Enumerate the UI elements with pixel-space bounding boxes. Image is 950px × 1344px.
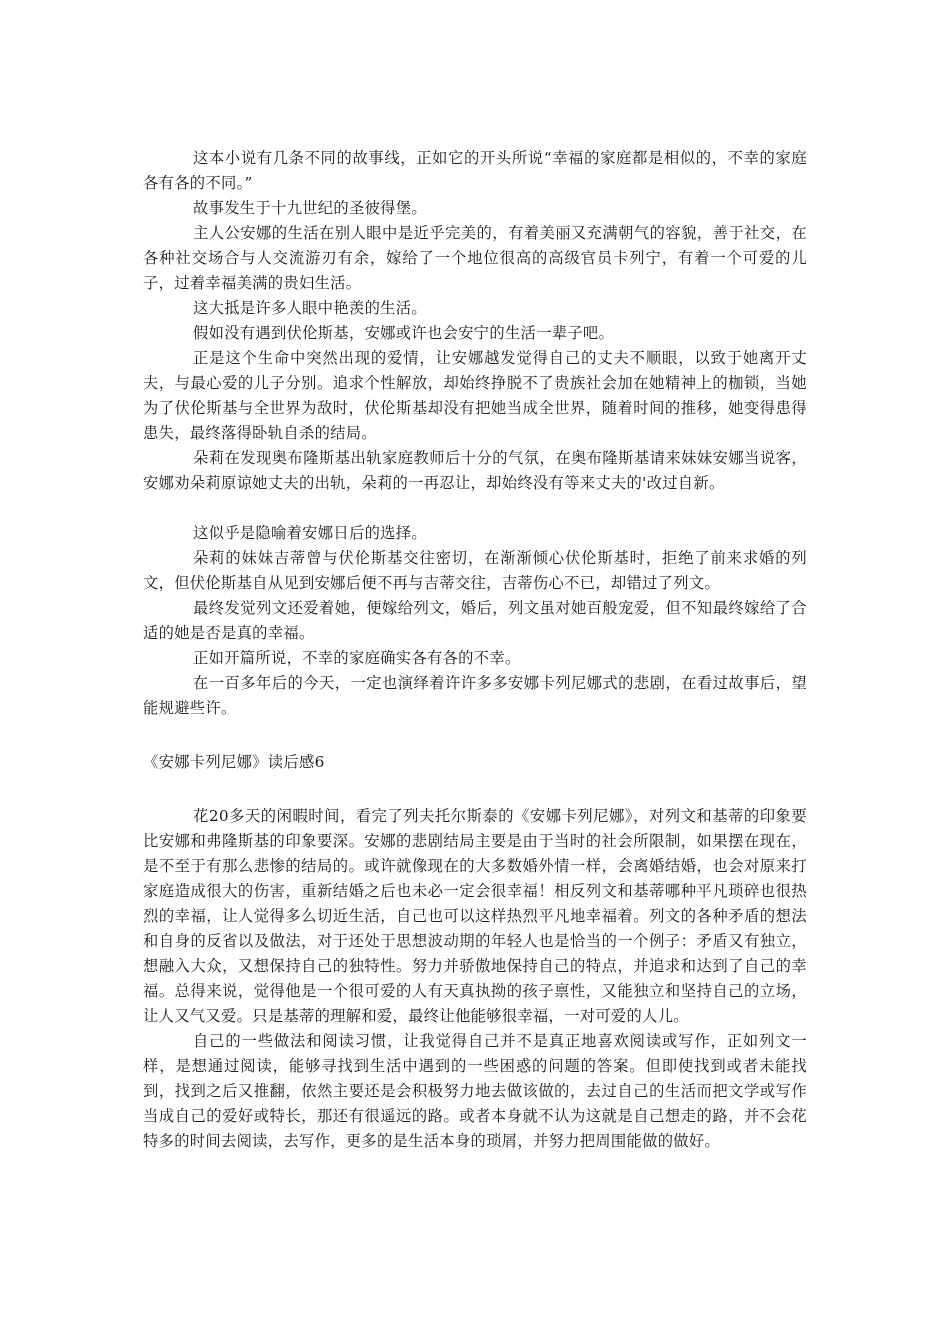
paragraph: 自己的一些做法和阅读习惯，让我觉得自己并不是真正地喜欢阅读或写作，正如列文一样，是想通过阅读，能够寻找到生活中遇到的一些困惑的问题的答案。但即使找到或者未能找到，找到之后又推翻，依然主要还是会积极努力地去做该做的，去过自己的生活而把文学或写作当成自己的爱好或特长，那还有很遥远的路。或者本身就不认为这就是自己想走的路，并不会花特多的时间去阅读，去写作，更多的是生活本身的琐屑，并努力把周围能做的做好。 — [143, 1032, 807, 1150]
paragraph: 这似乎是隐喻着安娜日后的选择。 — [193, 524, 427, 542]
paragraph: 在一百多年后的今天，一定也演绎着许许多多安娜卡列尼娜式的悲剧，在看过故事后，望能规避些许。 — [143, 674, 807, 717]
paragraph: 花20多天的闲暇时间，看完了列夫托尔斯泰的《安娜卡列尼娜》，对列文和基蒂的印象要比安娜和弗隆斯基的印象要深。安娜的悲剧结局主要是由于当时的社会所限制，如果摆在现在，是不至于有那么悲惨的结局的。或许就像现在的大多数婚外情一样，会离婚结婚，也会对原来打家庭造成很大的伤害，重新结婚之后也未必一定会很幸福！相反列文和基蒂哪种平凡琐碎也很热烈的幸福，让人觉得多么切近生活，自己也可以这样热烈平凡地幸福着。列文的各种矛盾的想法和自身的反省以及做法，对于还处于思想波动期的年轻人也是恰当的一个例子：矛盾又有独立，想融入大众，又想保持自己的独特性。努力并骄傲地保持自己的特点，并追求和达到了自己的幸福。总得来说，觉得他是一个很可爱的人有天真执拗的孩子禀性，又能独立和坚持自己的立场，让人又气又爱。只是基蒂的理解和爱，最终让他能够很幸福，一对可爱的人儿。 — [143, 807, 807, 1025]
spacer — [143, 721, 807, 750]
paragraph: 这大抵是许多人眼中艳羡的生活。 — [193, 299, 427, 317]
paragraph: 正如开篇所说，不幸的家庭确实各有各的不幸。 — [193, 649, 521, 667]
paragraph: 朵莉的妹妹吉蒂曾与伏伦斯基交往密切，在渐渐倾心伏伦斯基时，拒绝了前来求婚的列文，但伏伦斯基自从见到安娜后便不再与吉蒂交往，吉蒂伤心不已，却错过了列文。 — [143, 549, 807, 592]
spacer — [143, 496, 807, 521]
section-heading: 《安娜卡列尼娜》读后感6 — [143, 753, 325, 771]
paragraph: 主人公安娜的生活在别人眼中是近乎完美的，有着美丽又充满朝气的容貌，善于社交，在各种社交场合与人交流游刃有余，嫁给了一个地位很高的高级官员卡列宁，有着一个可爱的儿子，过着幸福美满的贵妇生活。 — [143, 224, 807, 292]
spacer — [143, 775, 807, 804]
paragraph: 朵莉在发现奥布隆斯基出轨家庭教师后十分的气氛，在奥布隆斯基请来妹妹安娜当说客，安娜劝朵莉原谅她丈夫的出轨，朵莉的一再忍让，却始终没有等来丈夫的'改过自新。 — [143, 449, 807, 492]
document-body — [143, 146, 807, 1154]
paragraph: 故事发生于十九世纪的圣彼得堡。 — [193, 199, 427, 217]
paragraph: 这本小说有几条不同的故事线，正如它的开头所说“幸福的家庭都是相似的，不幸的家庭各有各的不同。” — [143, 149, 807, 192]
paragraph: 最终发觉列文还爱着她，便嫁给列文，婚后，列文虽对她百般宠爱，但不知最终嫁给了合适的她是否是真的幸福。 — [143, 599, 807, 642]
paragraph: 假如没有遇到伏伦斯基，安娜或许也会安宁的生活一辈子吧。 — [193, 324, 615, 342]
paragraph: 正是这个生命中突然出现的爱情，让安娜越发觉得自己的丈夫不顺眼，以致于她离开丈夫，与最心爱的儿子分别。追求个性解放，却始终挣脱不了贵族社会加在她精神上的枷锁，当她为了伏伦斯基与全世界为敌时，伏伦斯基却没有把她当成全世界，随着时间的推移，她变得患得患失，最终落得卧轨自杀的结局。 — [143, 349, 807, 442]
